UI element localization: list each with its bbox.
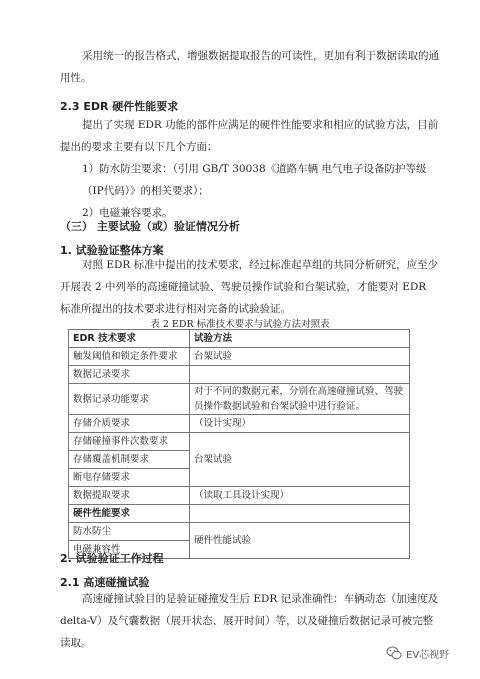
requirement-cell: 数据记录功能要求 (69, 384, 190, 415)
requirement-cell: 数据记录要求 (69, 366, 190, 384)
table-row (69, 384, 410, 415)
section-2-3-paragraph: 提出了实现 EDR 功能的部件应满足的硬件性能要求和相应的试验方法，目前提出的要求主要有以下几个方面： (60, 119, 439, 153)
method-cell: 台架试验 (190, 433, 410, 487)
requirement-item-1: 1）防水防尘要求：（引用 GB/T 30038《道路车辆 电气电子设备防护等级（IP代码）》的相关要求）； (82, 163, 427, 197)
section-3-1-heading: 1. 试验验证整体方案 (60, 244, 164, 257)
section-2-3-heading: 2.3 EDR 硬件性能要求 (60, 100, 179, 113)
intro-paragraph: 采用统一的报告格式，增强数据提取报告的可读性，更加有利于数据读取的通用性。 (60, 50, 439, 84)
table-caption: 表 2 EDR 标准技术要求与试验方法对照表 (150, 319, 330, 330)
requirements-table (68, 329, 410, 559)
method-cell: 硬件性能试验 (190, 523, 410, 559)
watermark (386, 644, 449, 662)
requirement-cell: 存储碰撞事件次数要求 (69, 433, 190, 451)
method-cell: 对于不同的数据元素，分别在高速碰撞试验、驾驶员操作数据试验和台架试验中进行验证。 (190, 384, 410, 415)
method-cell: 台架试验 (190, 348, 410, 366)
table-row (69, 348, 410, 366)
requirement-cell: 防水防尘 (69, 523, 190, 541)
table-row (69, 487, 410, 505)
requirement-cell: 触发阈值和锁定条件要求 (69, 348, 190, 366)
method-cell (190, 505, 410, 523)
table-row (69, 415, 410, 433)
table-row (69, 505, 410, 523)
method-cell (190, 366, 410, 384)
requirement-cell: 存储覆盖机制要求 (69, 451, 190, 469)
header-requirement: EDR 技术要求 (69, 330, 190, 348)
requirement-group-cell: 硬件性能要求 (69, 505, 190, 523)
requirement-cell: 数据提取要求 (69, 487, 190, 505)
section-3-heading: （三） 主要试验（或）验证情况分析 (60, 220, 240, 233)
section-3-1-paragraph: 对照 EDR 标准中提出的技术要求，经过标准起草组的共同分析研究，应至少开展表 2 中列举的高速碰撞试验、驾驶员操作试验和台架试验，才能要对 EDR 标准所提出的技术要求进行相对完备的试验验证。 (60, 259, 439, 315)
section-2-1-heading: 2.1 高速碰撞试验 (60, 576, 150, 589)
requirement-item-2: 2）电磁兼容要求。 (82, 207, 173, 219)
method-cell: （读取工具设计实现） (190, 487, 410, 505)
section-2-heading: 2. 试验验证工作过程 (60, 552, 164, 565)
requirement-cell: 存储介质要求 (69, 415, 190, 433)
requirement-cell: 电磁兼容性 (69, 541, 190, 559)
table-header-row (69, 330, 410, 348)
requirement-cell: 断电存储要求 (69, 469, 190, 487)
section-2-1-paragraph: 高速碰撞试验目的是验证碰撞发生后 EDR 记录准确性：车辆动态（加速度及 delta-V）及气囊数据（展开状态、展开时间）等，以及碰撞后数据记录可被完整读取。 (60, 593, 439, 649)
method-cell: （设计实现） (190, 415, 410, 433)
table-row (69, 433, 410, 451)
table-row (69, 523, 410, 541)
header-method: 试验方法 (190, 330, 410, 348)
wechat-icon (386, 645, 402, 661)
watermark-text: EV芯视野 (406, 649, 450, 661)
table-row (69, 366, 410, 384)
